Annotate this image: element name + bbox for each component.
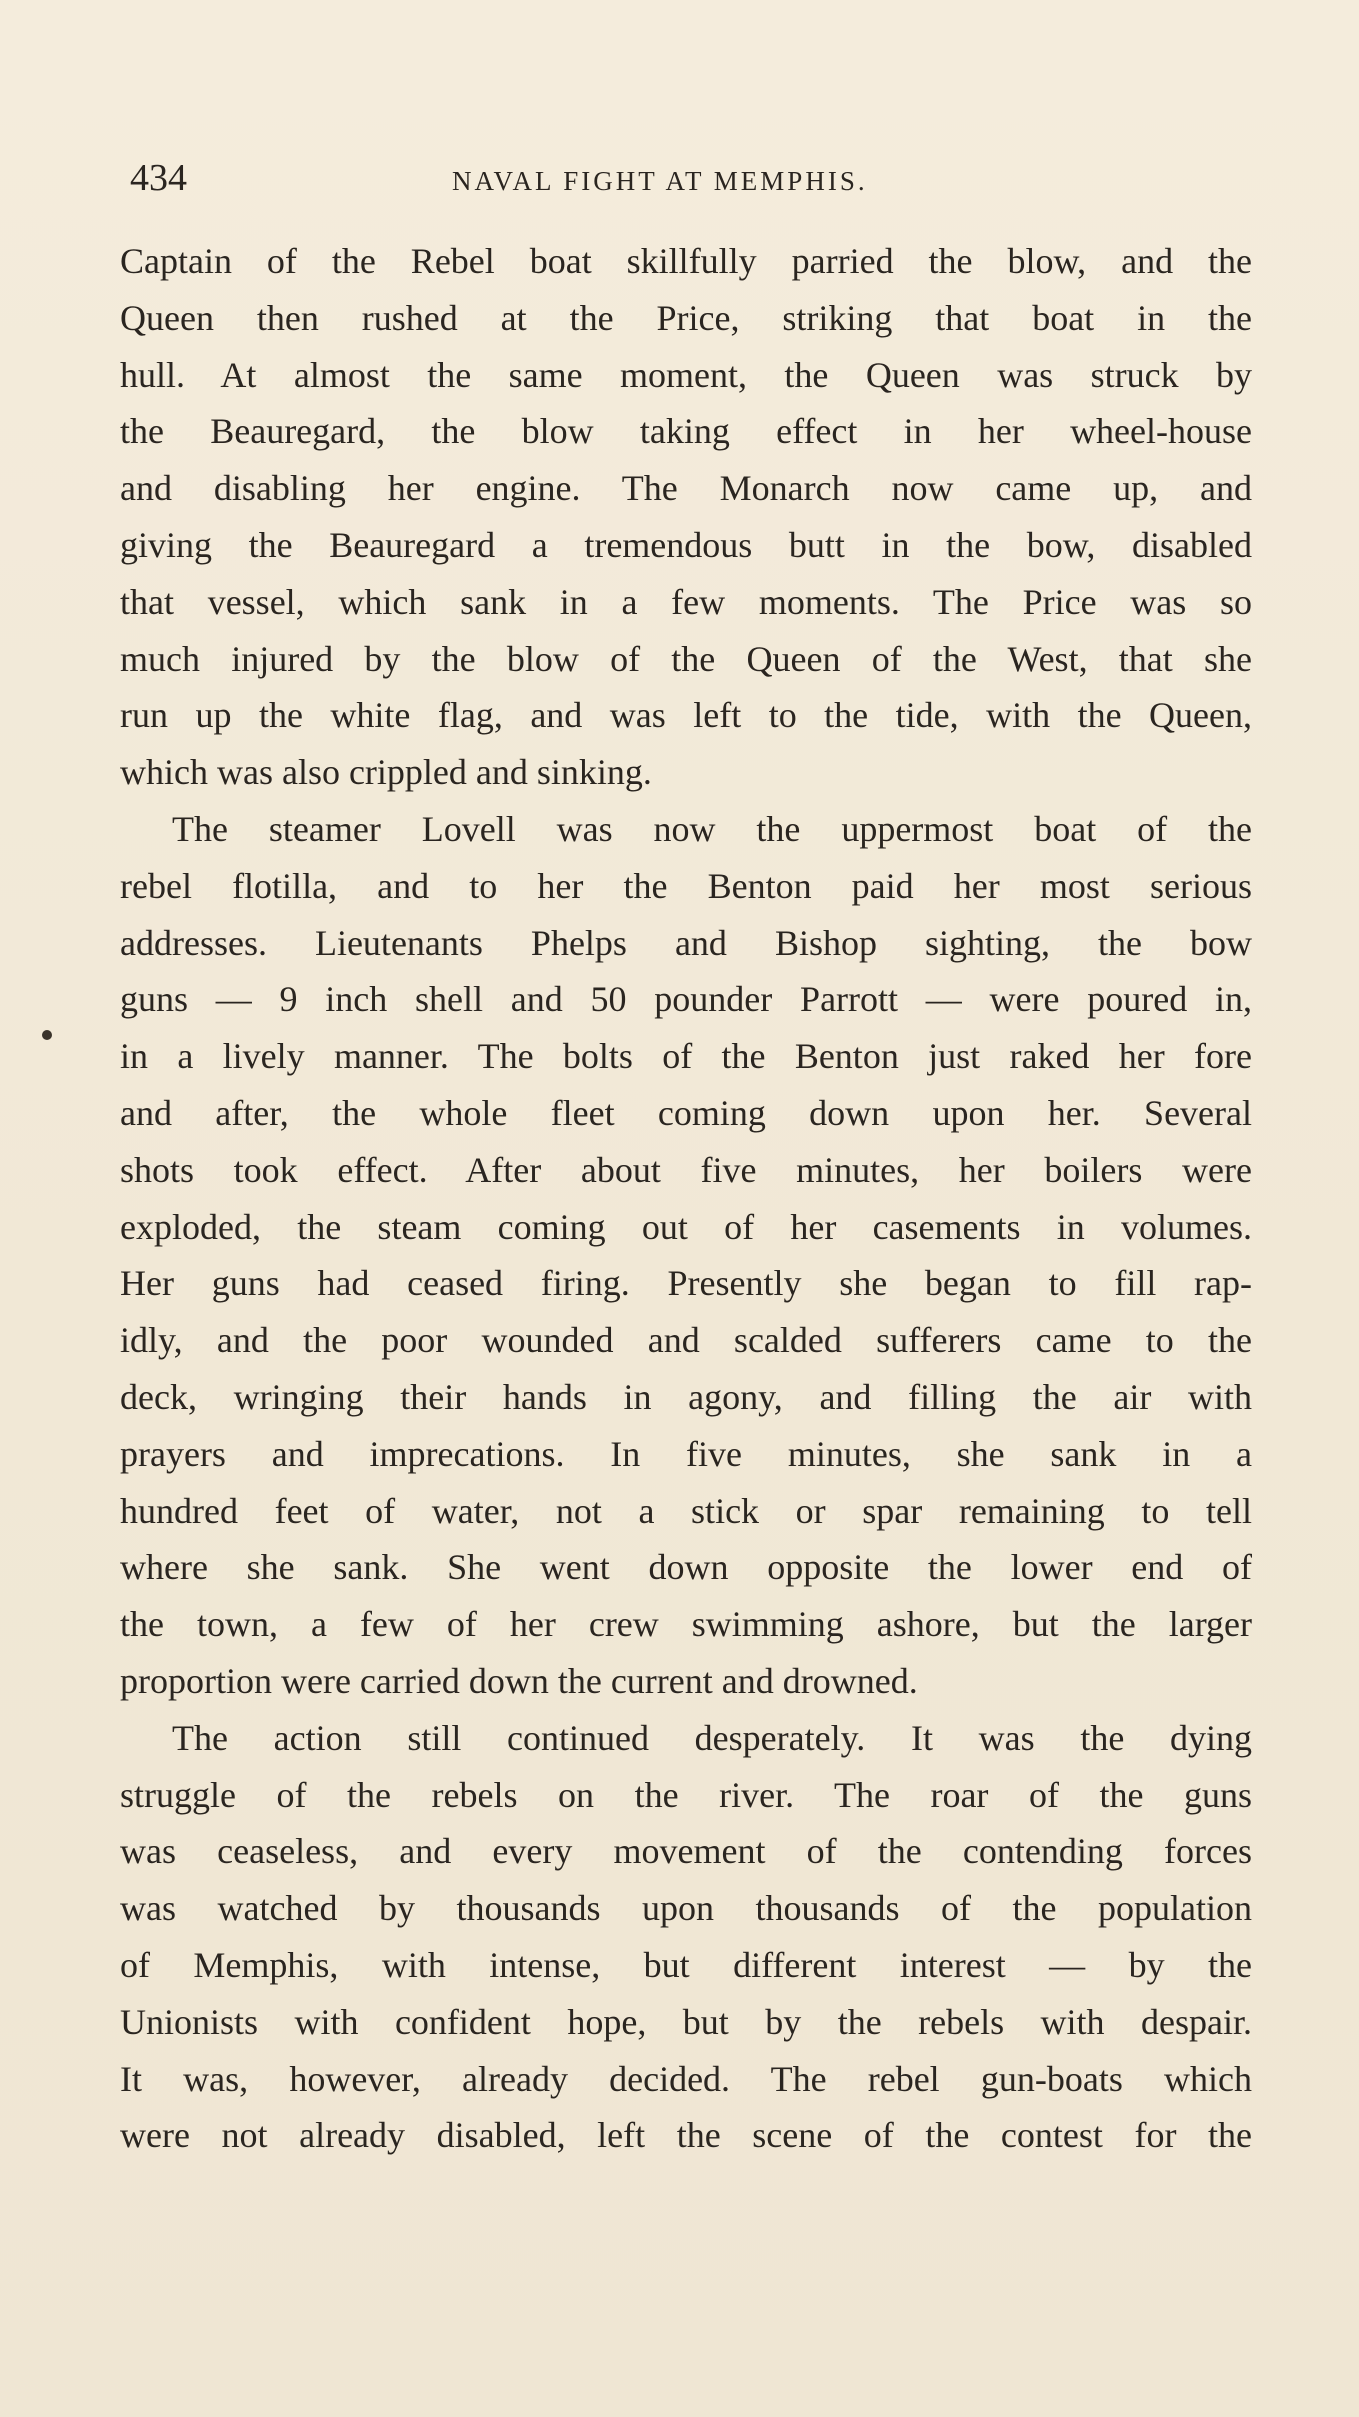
text-line: which was also crippled and sinking. xyxy=(120,752,652,793)
text-line: the Beauregard, the blow taking effect in her wheel-house xyxy=(120,411,1252,452)
text-line: of Memphis, with intense, but different interest — by the xyxy=(120,1944,1252,1985)
text-line: Her guns had ceased firing. Presently she began to fill rap- xyxy=(120,1263,1252,1304)
running-head: NAVAL FIGHT AT MEMPHIS. xyxy=(452,166,868,196)
text-line: that vessel, which sank in a few moments. The Price was so xyxy=(120,581,1252,622)
text-line: where she sank. She went down opposite the lower end of xyxy=(120,1547,1252,1588)
text-line: proportion were carried down the current and drowned. xyxy=(120,1660,918,1701)
text-line: giving the Beauregard a tremendous butt in the bow, disabled xyxy=(120,524,1252,565)
text-line: struggle of the rebels on the river. The roar of the guns xyxy=(120,1774,1252,1815)
text-line: and after, the whole fleet coming down upon her. Several xyxy=(120,1092,1252,1133)
paragraph xyxy=(120,233,1252,801)
paragraph xyxy=(120,1710,1252,2164)
text-line: the town, a few of her crew swimming ashore, but the larger xyxy=(120,1604,1252,1645)
text-line: The action still continued desperately. It was the dying xyxy=(172,1717,1252,1758)
text-line: Unionists with confident hope, but by the rebels with despair. xyxy=(120,2001,1252,2042)
text-line: idly, and the poor wounded and scalded sufferers came to the xyxy=(120,1320,1252,1361)
text-line: Captain of the Rebel boat skillfully parried the blow, and the xyxy=(120,241,1252,281)
paragraph xyxy=(120,801,1252,1710)
text-line: in a lively manner. The bolts of the Benton just raked her fore xyxy=(120,1036,1252,1077)
text-line: It was, however, already decided. The rebel gun-boats which xyxy=(120,2058,1252,2099)
text-line: shots took effect. After about five minutes, her boilers were xyxy=(120,1149,1252,1190)
text-line: hull. At almost the same moment, the Queen was struck by xyxy=(120,354,1252,395)
text-line: Queen then rushed at the Price, striking that boat in the xyxy=(120,297,1252,338)
ink-speck xyxy=(42,1030,52,1040)
text-line: were not already disabled, left the scene of the contest for the xyxy=(120,2115,1252,2156)
text-line: The steamer Lovell was now the uppermost boat of the xyxy=(172,808,1252,849)
text-line: deck, wringing their hands in agony, and filling the air with xyxy=(120,1376,1252,1417)
text-line: prayers and imprecations. In five minutes, she sank in a xyxy=(120,1433,1252,1474)
body-text xyxy=(120,233,1252,2164)
text-line: addresses. Lieutenants Phelps and Bishop sighting, the bow xyxy=(120,922,1252,963)
text-line: exploded, the steam coming out of her casements in volumes. xyxy=(120,1206,1252,1247)
text-line: was watched by thousands upon thousands of the population xyxy=(120,1888,1252,1929)
text-line: run up the white flag, and was left to the tide, with the Queen, xyxy=(120,695,1252,736)
text-line: was ceaseless, and every movement of the contending forces xyxy=(120,1831,1252,1872)
text-line: guns — 9 inch shell and 50 pounder Parrott — were poured in, xyxy=(120,979,1252,1020)
page-number: 434 xyxy=(130,157,187,199)
text-line: much injured by the blow of the Queen of the West, that she xyxy=(120,638,1252,679)
text-line: rebel flotilla, and to her the Benton paid her most serious xyxy=(120,865,1252,906)
text-line: and disabling her engine. The Monarch now came up, and xyxy=(120,468,1252,509)
page-header xyxy=(130,148,1250,208)
text-line: hundred feet of water, not a stick or spar remaining to tell xyxy=(120,1490,1252,1531)
